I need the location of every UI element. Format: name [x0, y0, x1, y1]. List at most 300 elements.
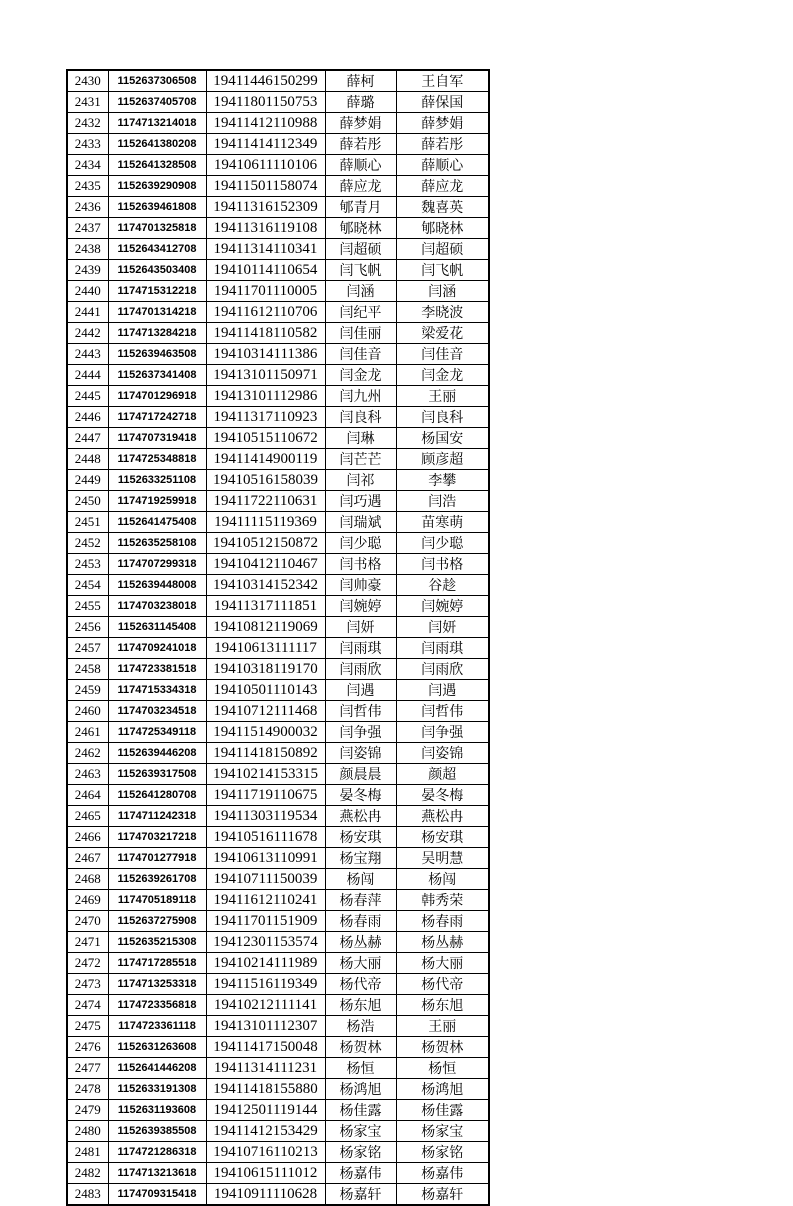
- cell-second-name: 苗寒萌: [396, 512, 489, 533]
- table-row: [67, 638, 489, 659]
- cell-name: 闫少聪: [325, 533, 396, 554]
- cell-second-name: 王丽: [396, 1016, 489, 1037]
- cell-code-number: 1152639385508: [108, 1121, 206, 1142]
- cell-code-number: 1174719259918: [108, 491, 206, 512]
- cell-second-name: 杨安琪: [396, 827, 489, 848]
- cell-serial-number: 2470: [67, 911, 108, 932]
- cell-code-number: 1152637275908: [108, 911, 206, 932]
- cell-serial-number: 2431: [67, 92, 108, 113]
- cell-serial-number: 2473: [67, 974, 108, 995]
- cell-name: 闫琳: [325, 428, 396, 449]
- cell-code-number: 1174707299318: [108, 554, 206, 575]
- cell-id-number: 19411446150299: [206, 70, 325, 92]
- cell-second-name: 闫争强: [396, 722, 489, 743]
- cell-serial-number: 2451: [67, 512, 108, 533]
- cell-second-name: 闫浩: [396, 491, 489, 512]
- cell-serial-number: 2442: [67, 323, 108, 344]
- cell-code-number: 1152633191308: [108, 1079, 206, 1100]
- cell-serial-number: 2446: [67, 407, 108, 428]
- cell-name: 闫瑞斌: [325, 512, 396, 533]
- cell-id-number: 19411701110005: [206, 281, 325, 302]
- cell-serial-number: 2441: [67, 302, 108, 323]
- cell-second-name: 闫雨欣: [396, 659, 489, 680]
- table-row: [67, 70, 489, 92]
- cell-second-name: 杨家铭: [396, 1142, 489, 1163]
- cell-id-number: 19410516158039: [206, 470, 325, 491]
- cell-second-name: 杨闯: [396, 869, 489, 890]
- cell-name: 杨代帝: [325, 974, 396, 995]
- cell-serial-number: 2475: [67, 1016, 108, 1037]
- cell-code-number: 1174709315418: [108, 1184, 206, 1206]
- cell-code-number: 1152641380208: [108, 134, 206, 155]
- cell-second-name: 薛梦娟: [396, 113, 489, 134]
- cell-serial-number: 2461: [67, 722, 108, 743]
- cell-code-number: 1152639317508: [108, 764, 206, 785]
- table-row: [67, 701, 489, 722]
- cell-second-name: 闫涵: [396, 281, 489, 302]
- cell-serial-number: 2462: [67, 743, 108, 764]
- cell-code-number: 1174713214018: [108, 113, 206, 134]
- cell-id-number: 19411412110988: [206, 113, 325, 134]
- cell-id-number: 19411722110631: [206, 491, 325, 512]
- cell-name: 闫金龙: [325, 365, 396, 386]
- cell-name: 闫巧遇: [325, 491, 396, 512]
- cell-second-name: 杨贺林: [396, 1037, 489, 1058]
- table-row: [67, 134, 489, 155]
- cell-serial-number: 2447: [67, 428, 108, 449]
- cell-code-number: 1174723381518: [108, 659, 206, 680]
- table-row: [67, 386, 489, 407]
- table-row: [67, 995, 489, 1016]
- cell-code-number: 1174713213618: [108, 1163, 206, 1184]
- cell-name: 闫佳音: [325, 344, 396, 365]
- cell-code-number: 1152643503408: [108, 260, 206, 281]
- table-row: [67, 680, 489, 701]
- cell-second-name: 闫佳音: [396, 344, 489, 365]
- cell-serial-number: 2433: [67, 134, 108, 155]
- cell-code-number: 1174721286318: [108, 1142, 206, 1163]
- cell-id-number: 19410412110467: [206, 554, 325, 575]
- cell-id-number: 19410716110213: [206, 1142, 325, 1163]
- cell-second-name: 闫良科: [396, 407, 489, 428]
- cell-serial-number: 2457: [67, 638, 108, 659]
- cell-code-number: 1152631263608: [108, 1037, 206, 1058]
- cell-code-number: 1174717242718: [108, 407, 206, 428]
- cell-second-name: 王自军: [396, 70, 489, 92]
- cell-second-name: 郇晓林: [396, 218, 489, 239]
- table-row: [67, 281, 489, 302]
- cell-name: 薛梦娟: [325, 113, 396, 134]
- cell-serial-number: 2476: [67, 1037, 108, 1058]
- cell-name: 杨贺林: [325, 1037, 396, 1058]
- cell-second-name: 杨国安: [396, 428, 489, 449]
- cell-code-number: 1174705189118: [108, 890, 206, 911]
- cell-id-number: 19410613111117: [206, 638, 325, 659]
- cell-code-number: 1152639463508: [108, 344, 206, 365]
- cell-name: 闫九州: [325, 386, 396, 407]
- cell-name: 杨春萍: [325, 890, 396, 911]
- cell-id-number: 19411412153429: [206, 1121, 325, 1142]
- cell-code-number: 1152639261708: [108, 869, 206, 890]
- cell-id-number: 19410611110106: [206, 155, 325, 176]
- cell-code-number: 1152641328508: [108, 155, 206, 176]
- table-row: [67, 407, 489, 428]
- cell-serial-number: 2479: [67, 1100, 108, 1121]
- cell-name: 闫书格: [325, 554, 396, 575]
- cell-serial-number: 2436: [67, 197, 108, 218]
- table-row: [67, 806, 489, 827]
- cell-id-number: 19410613110991: [206, 848, 325, 869]
- cell-id-number: 19411418150892: [206, 743, 325, 764]
- cell-id-number: 19411317110923: [206, 407, 325, 428]
- cell-id-number: 19411314110341: [206, 239, 325, 260]
- cell-name: 闫良科: [325, 407, 396, 428]
- table-row: [67, 911, 489, 932]
- cell-code-number: 1152631193608: [108, 1100, 206, 1121]
- cell-id-number: 19411316152309: [206, 197, 325, 218]
- cell-code-number: 1174717285518: [108, 953, 206, 974]
- table-row: [67, 428, 489, 449]
- cell-name: 闫祁: [325, 470, 396, 491]
- cell-serial-number: 2453: [67, 554, 108, 575]
- cell-serial-number: 2444: [67, 365, 108, 386]
- cell-name: 杨家铭: [325, 1142, 396, 1163]
- cell-serial-number: 2437: [67, 218, 108, 239]
- table-row: [67, 470, 489, 491]
- table-row: [67, 974, 489, 995]
- cell-id-number: 19411316119108: [206, 218, 325, 239]
- cell-id-number: 19410501110143: [206, 680, 325, 701]
- cell-code-number: 1174701314218: [108, 302, 206, 323]
- cell-name: 闫雨欣: [325, 659, 396, 680]
- cell-serial-number: 2443: [67, 344, 108, 365]
- cell-id-number: 19410314111386: [206, 344, 325, 365]
- cell-id-number: 19411516119349: [206, 974, 325, 995]
- cell-name: 闫哲伟: [325, 701, 396, 722]
- cell-id-number: 19411314111231: [206, 1058, 325, 1079]
- cell-id-number: 19410712111468: [206, 701, 325, 722]
- cell-second-name: 杨嘉伟: [396, 1163, 489, 1184]
- table-row: [67, 512, 489, 533]
- cell-serial-number: 2466: [67, 827, 108, 848]
- cell-code-number: 1174711242318: [108, 806, 206, 827]
- cell-second-name: 魏喜英: [396, 197, 489, 218]
- cell-second-name: 李攀: [396, 470, 489, 491]
- cell-serial-number: 2438: [67, 239, 108, 260]
- table-row: [67, 1163, 489, 1184]
- table-row: [67, 176, 489, 197]
- cell-name: 杨嘉轩: [325, 1184, 396, 1206]
- table-row: [67, 1184, 489, 1206]
- cell-second-name: 吴明慧: [396, 848, 489, 869]
- table-row: [67, 1142, 489, 1163]
- cell-code-number: 1174703238018: [108, 596, 206, 617]
- cell-id-number: 19411418110582: [206, 323, 325, 344]
- cell-id-number: 19412501119144: [206, 1100, 325, 1121]
- table-row: [67, 218, 489, 239]
- cell-serial-number: 2452: [67, 533, 108, 554]
- cell-name: 杨鸿旭: [325, 1079, 396, 1100]
- table-row: [67, 848, 489, 869]
- cell-name: 闫佳丽: [325, 323, 396, 344]
- cell-second-name: 闫雨琪: [396, 638, 489, 659]
- cell-id-number: 19412301153574: [206, 932, 325, 953]
- cell-second-name: 梁爱花: [396, 323, 489, 344]
- cell-second-name: 杨恒: [396, 1058, 489, 1079]
- cell-serial-number: 2440: [67, 281, 108, 302]
- cell-id-number: 19411417150048: [206, 1037, 325, 1058]
- table-row: [67, 365, 489, 386]
- table-row: [67, 491, 489, 512]
- cell-second-name: 杨鸿旭: [396, 1079, 489, 1100]
- cell-id-number: 19410214153315: [206, 764, 325, 785]
- cell-second-name: 杨丛赫: [396, 932, 489, 953]
- cell-code-number: 1152639446208: [108, 743, 206, 764]
- cell-id-number: 19411801150753: [206, 92, 325, 113]
- cell-id-number: 19410812119069: [206, 617, 325, 638]
- cell-code-number: 1152643412708: [108, 239, 206, 260]
- cell-serial-number: 2483: [67, 1184, 108, 1206]
- cell-serial-number: 2434: [67, 155, 108, 176]
- cell-name: 闫遇: [325, 680, 396, 701]
- cell-code-number: 1174701277918: [108, 848, 206, 869]
- cell-id-number: 19413101112986: [206, 386, 325, 407]
- table-body: [67, 70, 489, 1205]
- cell-code-number: 1152641475408: [108, 512, 206, 533]
- cell-second-name: 杨代帝: [396, 974, 489, 995]
- cell-id-number: 19410911110628: [206, 1184, 325, 1206]
- cell-name: 晏冬梅: [325, 785, 396, 806]
- cell-serial-number: 2465: [67, 806, 108, 827]
- table-row: [67, 239, 489, 260]
- cell-name: 杨佳露: [325, 1100, 396, 1121]
- cell-second-name: 薛应龙: [396, 176, 489, 197]
- table-row: [67, 575, 489, 596]
- cell-code-number: 1152639290908: [108, 176, 206, 197]
- cell-second-name: 闫妍: [396, 617, 489, 638]
- cell-second-name: 谷趁: [396, 575, 489, 596]
- cell-id-number: 19411317111851: [206, 596, 325, 617]
- cell-serial-number: 2458: [67, 659, 108, 680]
- cell-name: 薛柯: [325, 70, 396, 92]
- cell-code-number: 1152637405708: [108, 92, 206, 113]
- cell-code-number: 1174703234518: [108, 701, 206, 722]
- cell-name: 杨闯: [325, 869, 396, 890]
- cell-name: 杨大丽: [325, 953, 396, 974]
- cell-name: 杨家宝: [325, 1121, 396, 1142]
- cell-code-number: 1152639461808: [108, 197, 206, 218]
- cell-name: 薛顺心: [325, 155, 396, 176]
- table-row: [67, 1016, 489, 1037]
- cell-name: 薛应龙: [325, 176, 396, 197]
- cell-second-name: 晏冬梅: [396, 785, 489, 806]
- cell-id-number: 19411514900032: [206, 722, 325, 743]
- cell-second-name: 杨大丽: [396, 953, 489, 974]
- cell-serial-number: 2463: [67, 764, 108, 785]
- cell-second-name: 杨东旭: [396, 995, 489, 1016]
- cell-code-number: 1174723361118: [108, 1016, 206, 1037]
- cell-second-name: 薛顺心: [396, 155, 489, 176]
- cell-second-name: 杨家宝: [396, 1121, 489, 1142]
- cell-second-name: 闫婉婷: [396, 596, 489, 617]
- cell-second-name: 闫金龙: [396, 365, 489, 386]
- cell-serial-number: 2478: [67, 1079, 108, 1100]
- cell-code-number: 1152635258108: [108, 533, 206, 554]
- table-row: [67, 260, 489, 281]
- table-row: [67, 722, 489, 743]
- table-row: [67, 554, 489, 575]
- cell-name: 闫芒芒: [325, 449, 396, 470]
- cell-second-name: 闫哲伟: [396, 701, 489, 722]
- cell-name: 杨恒: [325, 1058, 396, 1079]
- cell-serial-number: 2481: [67, 1142, 108, 1163]
- table-row: [67, 113, 489, 134]
- cell-code-number: 1152631145408: [108, 617, 206, 638]
- table-row: [67, 155, 489, 176]
- cell-code-number: 1174703217218: [108, 827, 206, 848]
- cell-code-number: 1174701296918: [108, 386, 206, 407]
- cell-name: 闫雨琪: [325, 638, 396, 659]
- cell-id-number: 19413101150971: [206, 365, 325, 386]
- cell-code-number: 1152637306508: [108, 70, 206, 92]
- cell-name: 闫飞帆: [325, 260, 396, 281]
- cell-id-number: 19411612110241: [206, 890, 325, 911]
- cell-name: 闫超硕: [325, 239, 396, 260]
- cell-serial-number: 2432: [67, 113, 108, 134]
- cell-second-name: 薛保国: [396, 92, 489, 113]
- cell-id-number: 19410212111141: [206, 995, 325, 1016]
- cell-name: 闫妍: [325, 617, 396, 638]
- table-row: [67, 617, 489, 638]
- cell-name: 杨安琪: [325, 827, 396, 848]
- cell-serial-number: 2430: [67, 70, 108, 92]
- cell-code-number: 1152641446208: [108, 1058, 206, 1079]
- cell-second-name: 韩秀荣: [396, 890, 489, 911]
- cell-code-number: 1174725349118: [108, 722, 206, 743]
- cell-second-name: 李晓波: [396, 302, 489, 323]
- cell-second-name: 颜超: [396, 764, 489, 785]
- table-row: [67, 1100, 489, 1121]
- cell-serial-number: 2450: [67, 491, 108, 512]
- cell-code-number: 1152633251108: [108, 470, 206, 491]
- table-row: [67, 197, 489, 218]
- table-row: [67, 1121, 489, 1142]
- cell-id-number: 19410512150872: [206, 533, 325, 554]
- cell-code-number: 1152641280708: [108, 785, 206, 806]
- cell-serial-number: 2464: [67, 785, 108, 806]
- table-row: [67, 890, 489, 911]
- cell-serial-number: 2480: [67, 1121, 108, 1142]
- cell-name: 杨丛赫: [325, 932, 396, 953]
- cell-name: 闫争强: [325, 722, 396, 743]
- cell-id-number: 19410615111012: [206, 1163, 325, 1184]
- table-row: [67, 764, 489, 785]
- cell-serial-number: 2448: [67, 449, 108, 470]
- cell-code-number: 1174713253318: [108, 974, 206, 995]
- cell-serial-number: 2454: [67, 575, 108, 596]
- cell-code-number: 1174725348818: [108, 449, 206, 470]
- cell-code-number: 1152635215308: [108, 932, 206, 953]
- cell-name: 闫涵: [325, 281, 396, 302]
- cell-name: 薛若彤: [325, 134, 396, 155]
- cell-id-number: 19411303119534: [206, 806, 325, 827]
- cell-serial-number: 2455: [67, 596, 108, 617]
- cell-name: 杨嘉伟: [325, 1163, 396, 1184]
- cell-name: 燕松冉: [325, 806, 396, 827]
- cell-name: 闫婉婷: [325, 596, 396, 617]
- cell-name: 郇青月: [325, 197, 396, 218]
- cell-second-name: 王丽: [396, 386, 489, 407]
- cell-second-name: 闫书格: [396, 554, 489, 575]
- table-row: [67, 344, 489, 365]
- cell-serial-number: 2471: [67, 932, 108, 953]
- cell-name: 闫姿锦: [325, 743, 396, 764]
- cell-id-number: 19411115119369: [206, 512, 325, 533]
- cell-name: 杨浩: [325, 1016, 396, 1037]
- cell-second-name: 杨嘉轩: [396, 1184, 489, 1206]
- cell-serial-number: 2460: [67, 701, 108, 722]
- cell-id-number: 19411701151909: [206, 911, 325, 932]
- cell-second-name: 闫超硕: [396, 239, 489, 260]
- table-row: [67, 596, 489, 617]
- cell-id-number: 19410318119170: [206, 659, 325, 680]
- table-row: [67, 659, 489, 680]
- table-row: [67, 92, 489, 113]
- cell-id-number: 19411501158074: [206, 176, 325, 197]
- cell-second-name: 杨佳露: [396, 1100, 489, 1121]
- table-row: [67, 743, 489, 764]
- cell-name: 闫纪平: [325, 302, 396, 323]
- cell-id-number: 19410214111989: [206, 953, 325, 974]
- cell-id-number: 19410516111678: [206, 827, 325, 848]
- roster-table: [66, 69, 490, 1206]
- cell-serial-number: 2477: [67, 1058, 108, 1079]
- cell-name: 郇晓林: [325, 218, 396, 239]
- cell-name: 颜晨晨: [325, 764, 396, 785]
- cell-code-number: 1152639448008: [108, 575, 206, 596]
- cell-id-number: 19413101112307: [206, 1016, 325, 1037]
- cell-second-name: 闫少聪: [396, 533, 489, 554]
- table-row: [67, 869, 489, 890]
- cell-code-number: 1174715334318: [108, 680, 206, 701]
- cell-id-number: 19410711150039: [206, 869, 325, 890]
- table-row: [67, 449, 489, 470]
- table-row: [67, 533, 489, 554]
- table-row: [67, 932, 489, 953]
- cell-code-number: 1174701325818: [108, 218, 206, 239]
- cell-id-number: 19411414112349: [206, 134, 325, 155]
- cell-id-number: 19411414900119: [206, 449, 325, 470]
- cell-name: 杨春雨: [325, 911, 396, 932]
- cell-id-number: 19410114110654: [206, 260, 325, 281]
- cell-name: 杨东旭: [325, 995, 396, 1016]
- cell-second-name: 顾彦超: [396, 449, 489, 470]
- cell-second-name: 薛若彤: [396, 134, 489, 155]
- cell-code-number: 1174709241018: [108, 638, 206, 659]
- cell-serial-number: 2459: [67, 680, 108, 701]
- cell-name: 闫帅豪: [325, 575, 396, 596]
- cell-code-number: 1174713284218: [108, 323, 206, 344]
- table-row: [67, 1037, 489, 1058]
- cell-second-name: 闫遇: [396, 680, 489, 701]
- cell-serial-number: 2469: [67, 890, 108, 911]
- cell-code-number: 1152637341408: [108, 365, 206, 386]
- cell-serial-number: 2467: [67, 848, 108, 869]
- cell-name: 杨宝翔: [325, 848, 396, 869]
- cell-name: 薛璐: [325, 92, 396, 113]
- cell-second-name: 燕松冉: [396, 806, 489, 827]
- cell-serial-number: 2445: [67, 386, 108, 407]
